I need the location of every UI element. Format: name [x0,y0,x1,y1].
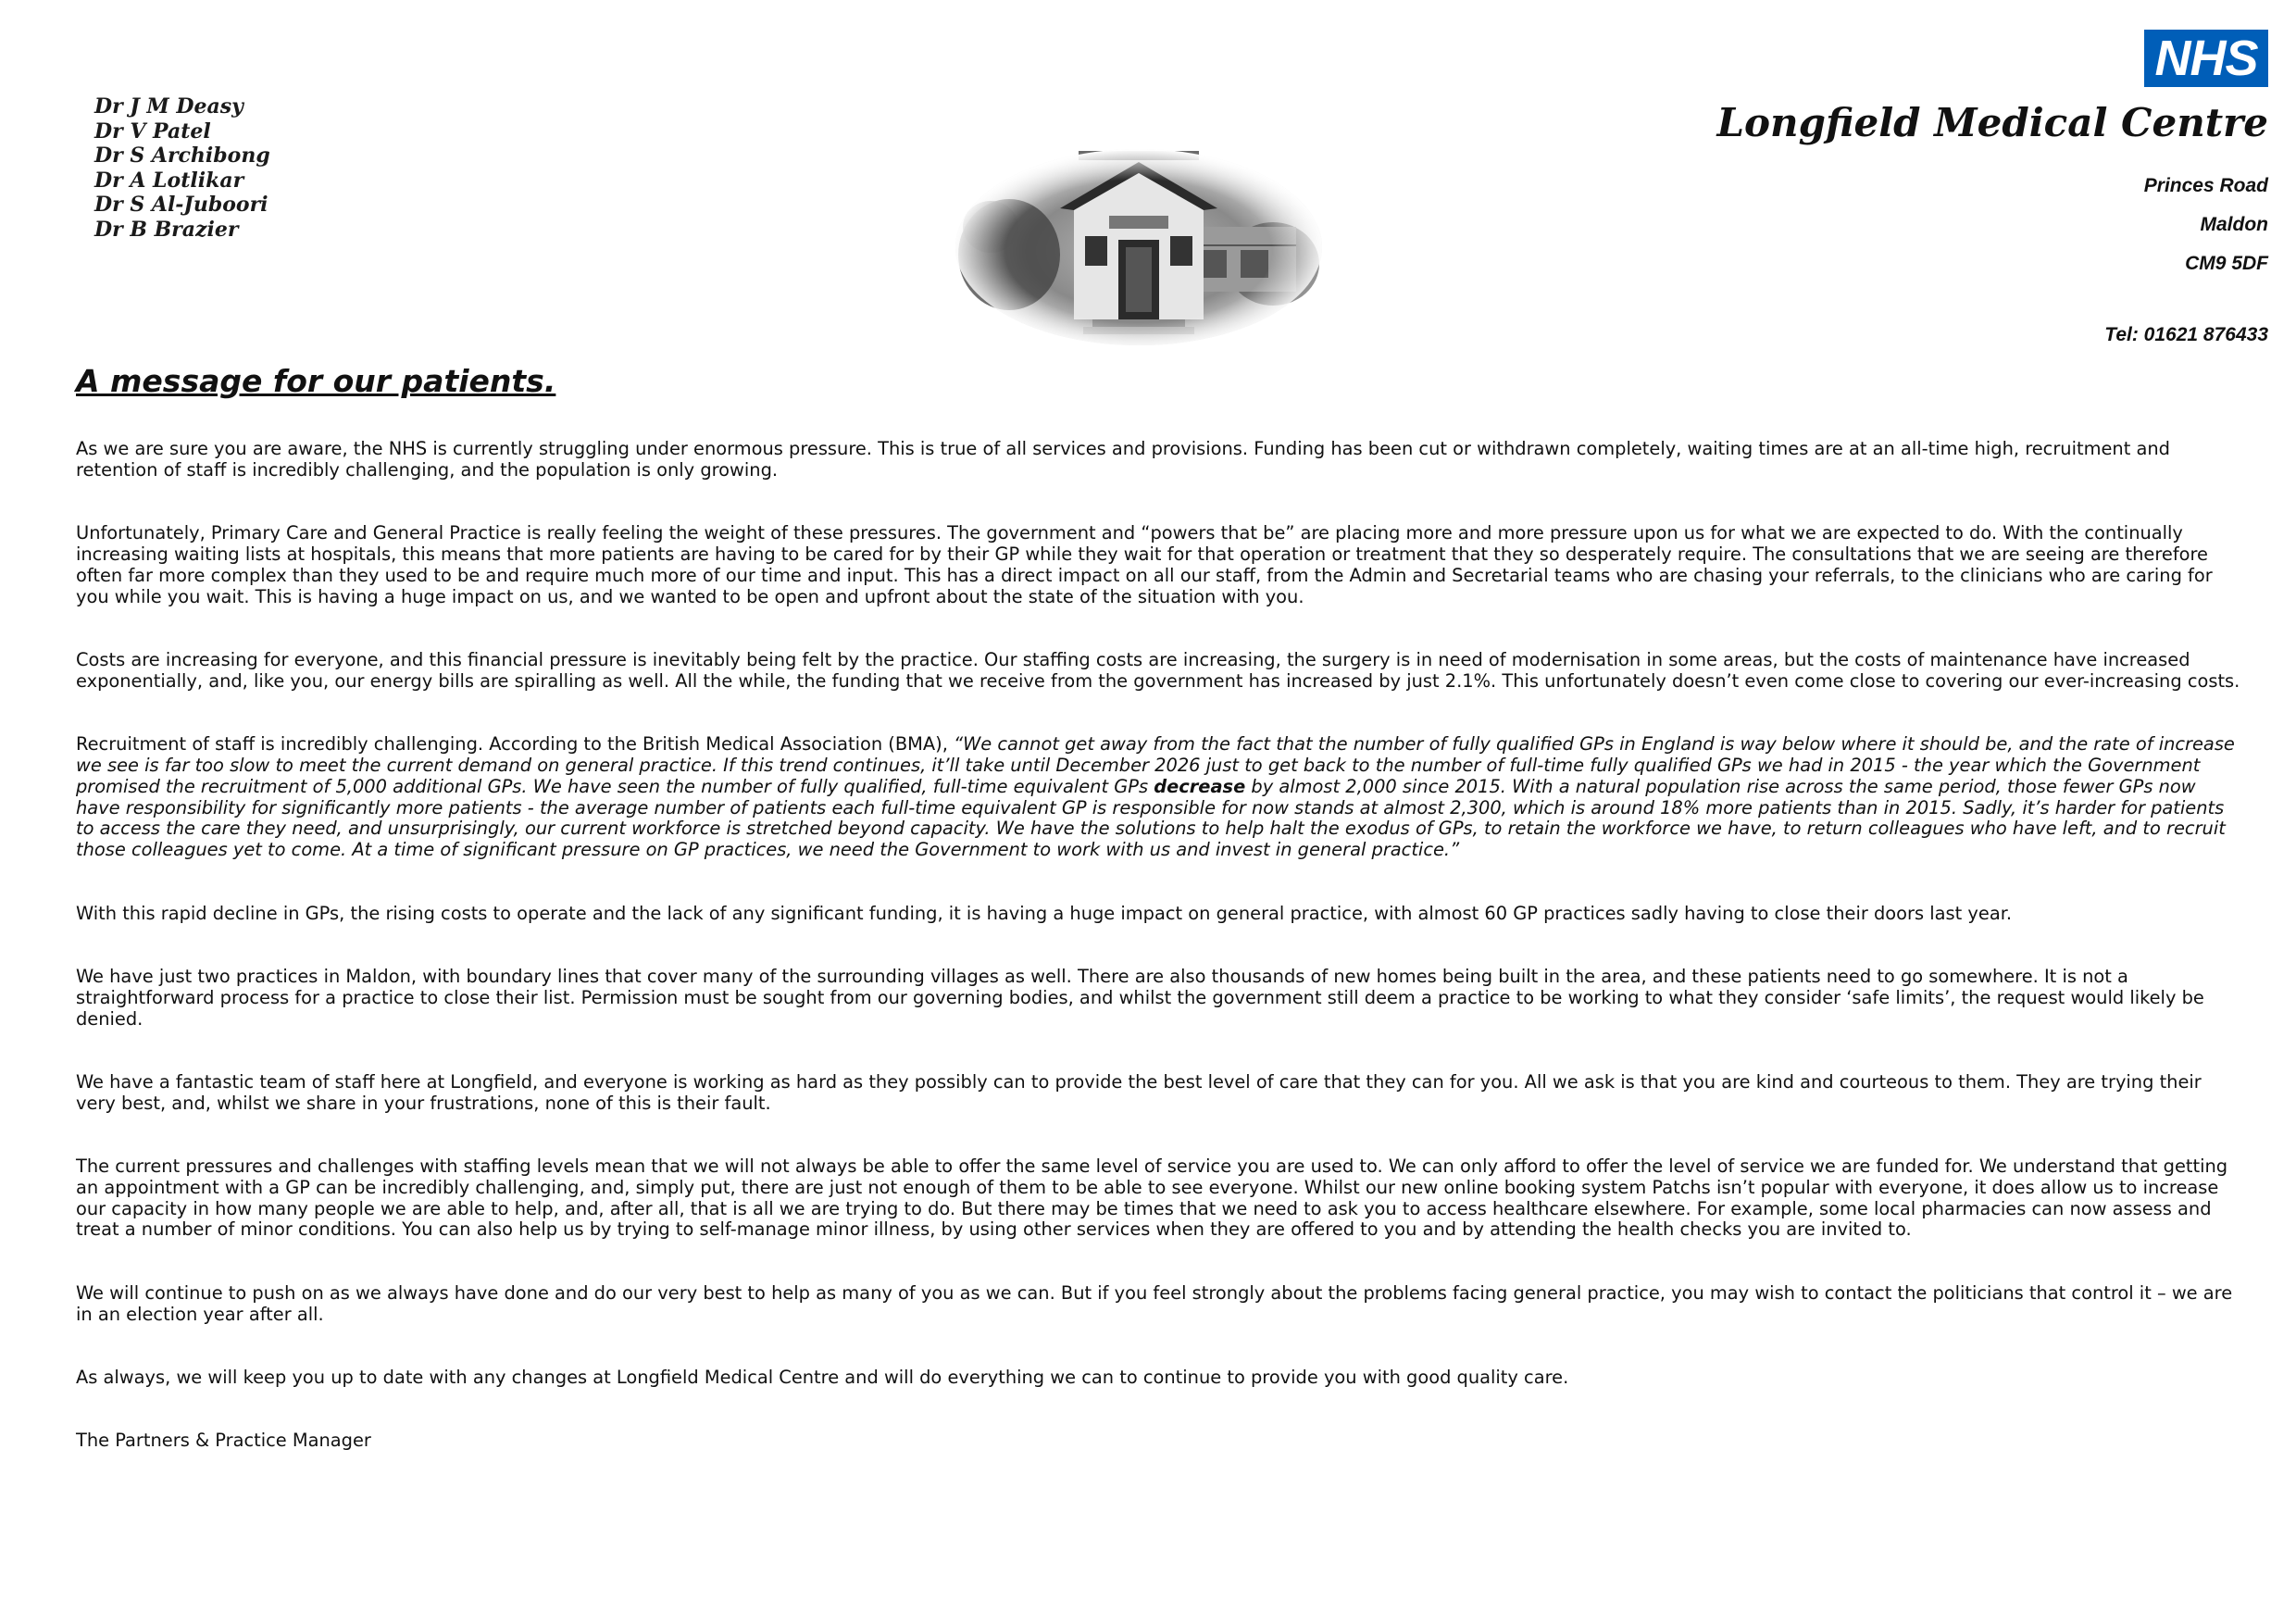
address-line: Princes Road [2143,175,2268,196]
doctor-name: Dr S Archibong [94,144,270,168]
signature: The Partners & Practice Manager [76,1430,371,1452]
paragraph: We will continue to push on as we always have done and do our very best to help as many of you as we can. But if you feel strongly about the problems facing general practice, you may wish to contact the politicians that control it – we are in an election year after all. [76,1281,2233,1325]
nhs-logo-text: NHS [2154,31,2258,86]
paragraph: Costs are increasing for everyone, and this financial pressure is inevitably being felt by the practice. Our staffing costs are increasing, the surgery is in need of modernisation in some areas, but the costs of maintenance have increased exponentially, and, like you, our energy bills are spiralling as well. All the while, the funding that we receive from the government has increased by just 2.1%. This unfortunately doesn’t even come close to covering our ever-increasing costs. [76,648,2240,692]
paragraph: The current pressures and challenges with staffing levels mean that we will not always be able to offer the same level of service you are used to. We can only afford to offer the level of service we are funded for. We understand that getting an appointment with a GP can be incredibly challenging, and, simply put, there are just not enough of them to be able to see everyone. Whilst our new online booking system Patchs isn’t popular with everyone, it does allow us to increase our capacity in how many people we are able to help, and, after all, that is all we are trying to do. But there may be times that we need to ask you to access healthcare elsewhere. For example, some local pharmacies can now assess and treat a number of minor conditions. You can also help us by trying to self-manage minor illness, by using other services when they are offered to you and by attending the health checks you are invited to. [76,1156,2228,1241]
doctor-name: Dr V Patel [94,119,211,144]
practice-name: Longfield Medical Centre [1716,100,2268,145]
bma-quote-part: “We cannot get away from the fact that the number of fully qualified GPs in England is way below where it should be, and the rate of increase we see is far too slow to meet the current demand on general practice. If this trend continues, it’ll take until December 2026 just to get back to the number of full-time fully qualified GPs we had in 2015 - the year which the Government promised the recruitment of 5,000 additional GPs. We have seen the number of fully qualified, full-time equivalent GPs [76,733,2235,797]
paragraph: We have a fantastic team of staff here at Longfield, and everyone is working as hard as they possibly can to provide the best level of care that they can for you. All we ask is that you are kind and courteous to them. They are trying their very best, and, whilst we share in your frustrations, none of this is their fault. [76,1070,2202,1114]
paragraph: We have just two practices in Maldon, with boundary lines that cover many of the surrounding villages as well. There are also thousands of new homes being built in the area, and these patients need to go somewhere. It is not a straightforward process for a practice to close their list. Permission must be sought from our governing bodies, and whilst the government still deem a practice to be working to what they consider ‘safe limits’, the request would likely be denied. [76,965,2204,1030]
bma-quote-part: by almost 2,000 since 2015. With a natural population rise across the same period, those fewer GPs now have responsibility for significantly more patients - the average number of patients each full-time equivalent GP is responsible for now stands at almost 2,300, which is around 18% more patients than in 2015. Sadly, it’s harder for patients to access the care they need, and unsurprisingly, our current workforce is stretched beyond capacity. We have the solutions to help halt the exodus of GPs, to retain the workforce we have, to return colleagues who have left, and to recruit those colleagues yet to come. At a time of significant pressure on GP practices, we need the Government to work with us and invest in general practice.” [76,775,2226,861]
practice-address [2144,167,2268,283]
paragraph: As we are sure you are aware, the NHS is currently struggling under enormous pressure. This is true of all services and provisions. Funding has been cut or withdrawn completely, waiting times are at an all-time high, recruitment and retention of staff is incredibly challenging, and the population is only growing. [76,438,2170,481]
page-title: A message for our patients. [76,363,556,399]
paragraph: Unfortunately, Primary Care and General Practice is really feeling the weight of these pressures. The government and “powers that be” are placing more and more pressure upon us for what we are expected to do. With the continually increasing waiting lists at hospitals, this means that more patients are having to be cared for by their GP while they wait for that operation or treatment that they so desperately require. The consultations that we are seeing are therefore often far more complex than they used to be and require much more of our time and input. This has a direct impact on all our staff, from the Admin and Secretarial teams who are chasing your referrals, to the clinicians who are caring for you while you wait. This is having a huge impact on us, and we wanted to be open and upfront about the state of the situation with you. [76,522,2213,607]
practice-telephone: Tel: 01621 876433 [2104,324,2268,345]
letter-body [76,439,2242,1452]
bma-quote-emphasis: decrease [1154,775,1246,797]
address-line: Maldon [2200,214,2268,235]
doctor-name: Dr B Brazier [94,217,239,242]
doctor-name: Dr J M Deasy [94,94,243,119]
bma-intro: Recruitment of staff is incredibly challenging. According to the British Medical Association (BMA), [76,733,955,756]
doctors-list [94,94,270,242]
address-line: CM9 5DF [2185,253,2268,274]
nhs-logo [2144,30,2268,87]
paragraph: As always, we will keep you up to date with any changes at Longfield Medical Centre and will do everything we can to continue to provide you with good quality care. [76,1367,1569,1389]
doctor-name: Dr S Al-Juboori [94,193,268,217]
paragraph: With this rapid decline in GPs, the rising costs to operate and the lack of any significant funding, it is having a huge impact on general practice, with almost 60 GP practices sadly having to close their doors last year. [76,902,2013,924]
practice-building-sketch [954,144,1324,347]
doctor-name: Dr A Lotlikar [94,168,244,193]
bma-paragraph [76,734,2242,861]
